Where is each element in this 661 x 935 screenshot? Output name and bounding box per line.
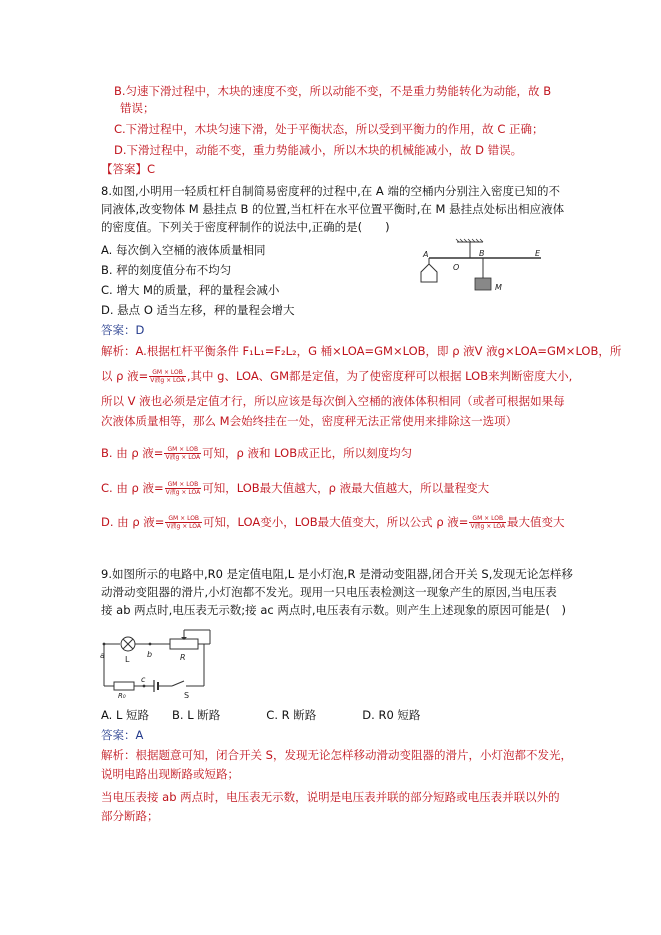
q8-exp-d-middle: 可知，LOA变小，LOB最大值变大，所以公式 ρ 液=	[203, 515, 469, 529]
formula-denominator: V液g × LOA	[166, 523, 202, 530]
formula-denominator: V液g × LOA	[150, 377, 185, 384]
circuit-label-a: a	[100, 651, 105, 660]
q9-stem-line3: 接 ab 两点时,电压表无示数;接 ac 两点时,电压表有示数。则产生上述现象的原因可能是( )	[101, 603, 566, 617]
prev-option-b-line2: 错误；	[120, 101, 155, 115]
q8-exp-b-prefix: B. 由 ρ 液=	[101, 446, 164, 460]
q8-explanation-line2	[101, 368, 572, 384]
lever-label-m: M	[495, 283, 502, 292]
prev-option-c: C.下滑过程中，木块匀速下滑，处于平衡状态，所以受到平衡力的作用，故 C 正确；	[114, 122, 544, 136]
lever-label-a: A	[423, 250, 429, 259]
q9-stem-line1: 9.如图所示的电路中,R0 是定值电阻,L 是小灯泡,R 是滑动变阻器,闭合开关 S,发现无论怎样移	[101, 567, 573, 581]
q8-option-d: D. 悬点 O 适当左移，秤的量程会增大	[101, 303, 295, 317]
q8-exp-b-suffix: 可知，ρ 液和 LOB成正比，所以刻度均匀	[202, 446, 413, 460]
q8-exp-c-prefix: C. 由 ρ 液=	[101, 481, 164, 495]
q8-exp-c-suffix: 可知，LOB最大值越大，ρ 液最大值越大，所以量程变大	[202, 481, 490, 495]
formula-denominator: V液g × LOA	[165, 489, 201, 496]
formula-numerator: GM × LOB	[469, 515, 506, 523]
q8-explanation-d	[101, 514, 565, 530]
formula-numerator: GM × LOB	[149, 369, 186, 377]
q8-exp-d-tail: 最大值变大	[507, 515, 565, 529]
formula-numerator: GM × LOB	[164, 446, 201, 454]
q8-stem-line1: 8.如图,小明用一轻质杠杆自制简易密度秤的过程中,在 A 端的空桶内分别注入密度已知的不	[101, 184, 560, 198]
circuit-label-b: b	[147, 650, 153, 659]
formula-denominator: V液g × LOA	[470, 523, 506, 530]
circuit-label-r: R	[180, 653, 186, 662]
q8-explanation-line4: 次液体质量相等，那么 M会始终挂在一处，密度秤无法正常使用来排除这一选项）	[101, 414, 518, 428]
circuit-figure	[100, 624, 220, 700]
q8-explanation-b	[101, 445, 412, 461]
lever-label-b: B	[479, 249, 485, 258]
lever-label-e: E	[535, 249, 541, 258]
prev-option-d: D.下滑过程中，动能不变，重力势能减小，所以木块的机械能减小，故 D 错误。	[114, 143, 523, 157]
q9-explanation-line1: 解析：根据题意可知，闭合开关 S，发现无论怎样移动滑动变阻器的滑片，小灯泡都不发光，	[101, 748, 572, 762]
q8-exp2-prefix: 以 ρ 液=	[101, 369, 149, 383]
density-formula	[164, 446, 201, 461]
q8-answer: 答案：D	[101, 323, 145, 337]
q8-option-c: C. 增大 M的质量，秤的量程会减小	[101, 283, 280, 297]
q9-explanation-line4: 部分断路；	[101, 809, 159, 823]
formula-denominator: V液g × LOA	[165, 454, 201, 461]
q8-stem-line3: 的密度值。下列关于密度秤制作的说法中,正确的是( )	[101, 220, 390, 234]
q9-answer: 答案：A	[101, 728, 144, 742]
lever-label-o: O	[453, 263, 460, 272]
q8-option-b: B. 秤的刻度值分布不均匀	[101, 263, 232, 277]
lever-figure	[415, 238, 555, 298]
q9-options: A. L 短路 B. L 断路 C. R 断路 D. R0 短路	[101, 708, 421, 722]
density-formula	[165, 515, 202, 530]
circuit-label-l: L	[125, 655, 130, 664]
circuit-label-c: c	[141, 675, 146, 684]
q8-exp-d-prefix: D. 由 ρ 液=	[101, 515, 165, 529]
q8-option-a: A. 每次倒入空桶的液体质量相同	[101, 243, 266, 257]
q9-explanation-line2: 说明电路出现断路或短路；	[101, 767, 239, 781]
q8-explanation-c	[101, 480, 489, 496]
density-formula	[469, 515, 506, 530]
q9-stem-line2: 动滑动变阻器的滑片,小灯泡都不发光。现用一只电压表检测这一现象产生的原因,当电压表	[101, 585, 557, 599]
formula-numerator: GM × LOB	[165, 481, 202, 489]
q8-explanation-line1: 解析：A.根据杠杆平衡条件 F₁L₁=F₂L₂，G 桶×LOA=GM×LOB，即 ρ 液V 液g×LOA=GM×LOB，所	[101, 344, 622, 358]
q8-stem-line2: 同液体,改变物体 M 悬挂点 B 的位置,当杠杆在水平位置平衡时,在 M 悬挂点处标出相应液体	[101, 202, 565, 216]
formula-numerator: GM × LOB	[165, 515, 202, 523]
circuit-label-s: S	[184, 691, 190, 700]
prev-answer: 【答案】C	[101, 162, 156, 176]
q8-exp2-suffix: ,其中 g、LOA、GM都是定值，为了使密度秤可以根据 LOB来判断密度大小,	[186, 369, 573, 383]
density-formula	[149, 369, 186, 384]
circuit-label-r0: R₀	[118, 692, 126, 700]
q9-explanation-line3: 当电压表接 ab 两点时，电压表无示数，说明是电压表并联的部分短路或电压表并联以外的	[101, 790, 560, 804]
prev-option-b-line1: B.匀速下滑过程中，木块的速度不变，所以动能不变，不是重力势能转化为动能，故 B	[114, 84, 552, 98]
density-formula	[165, 481, 202, 496]
q8-explanation-line3: 所以 V 液也必须是定值才行，所以应该是每次倒入空桶的液体体积相同（或者可根据如果每	[101, 394, 565, 408]
